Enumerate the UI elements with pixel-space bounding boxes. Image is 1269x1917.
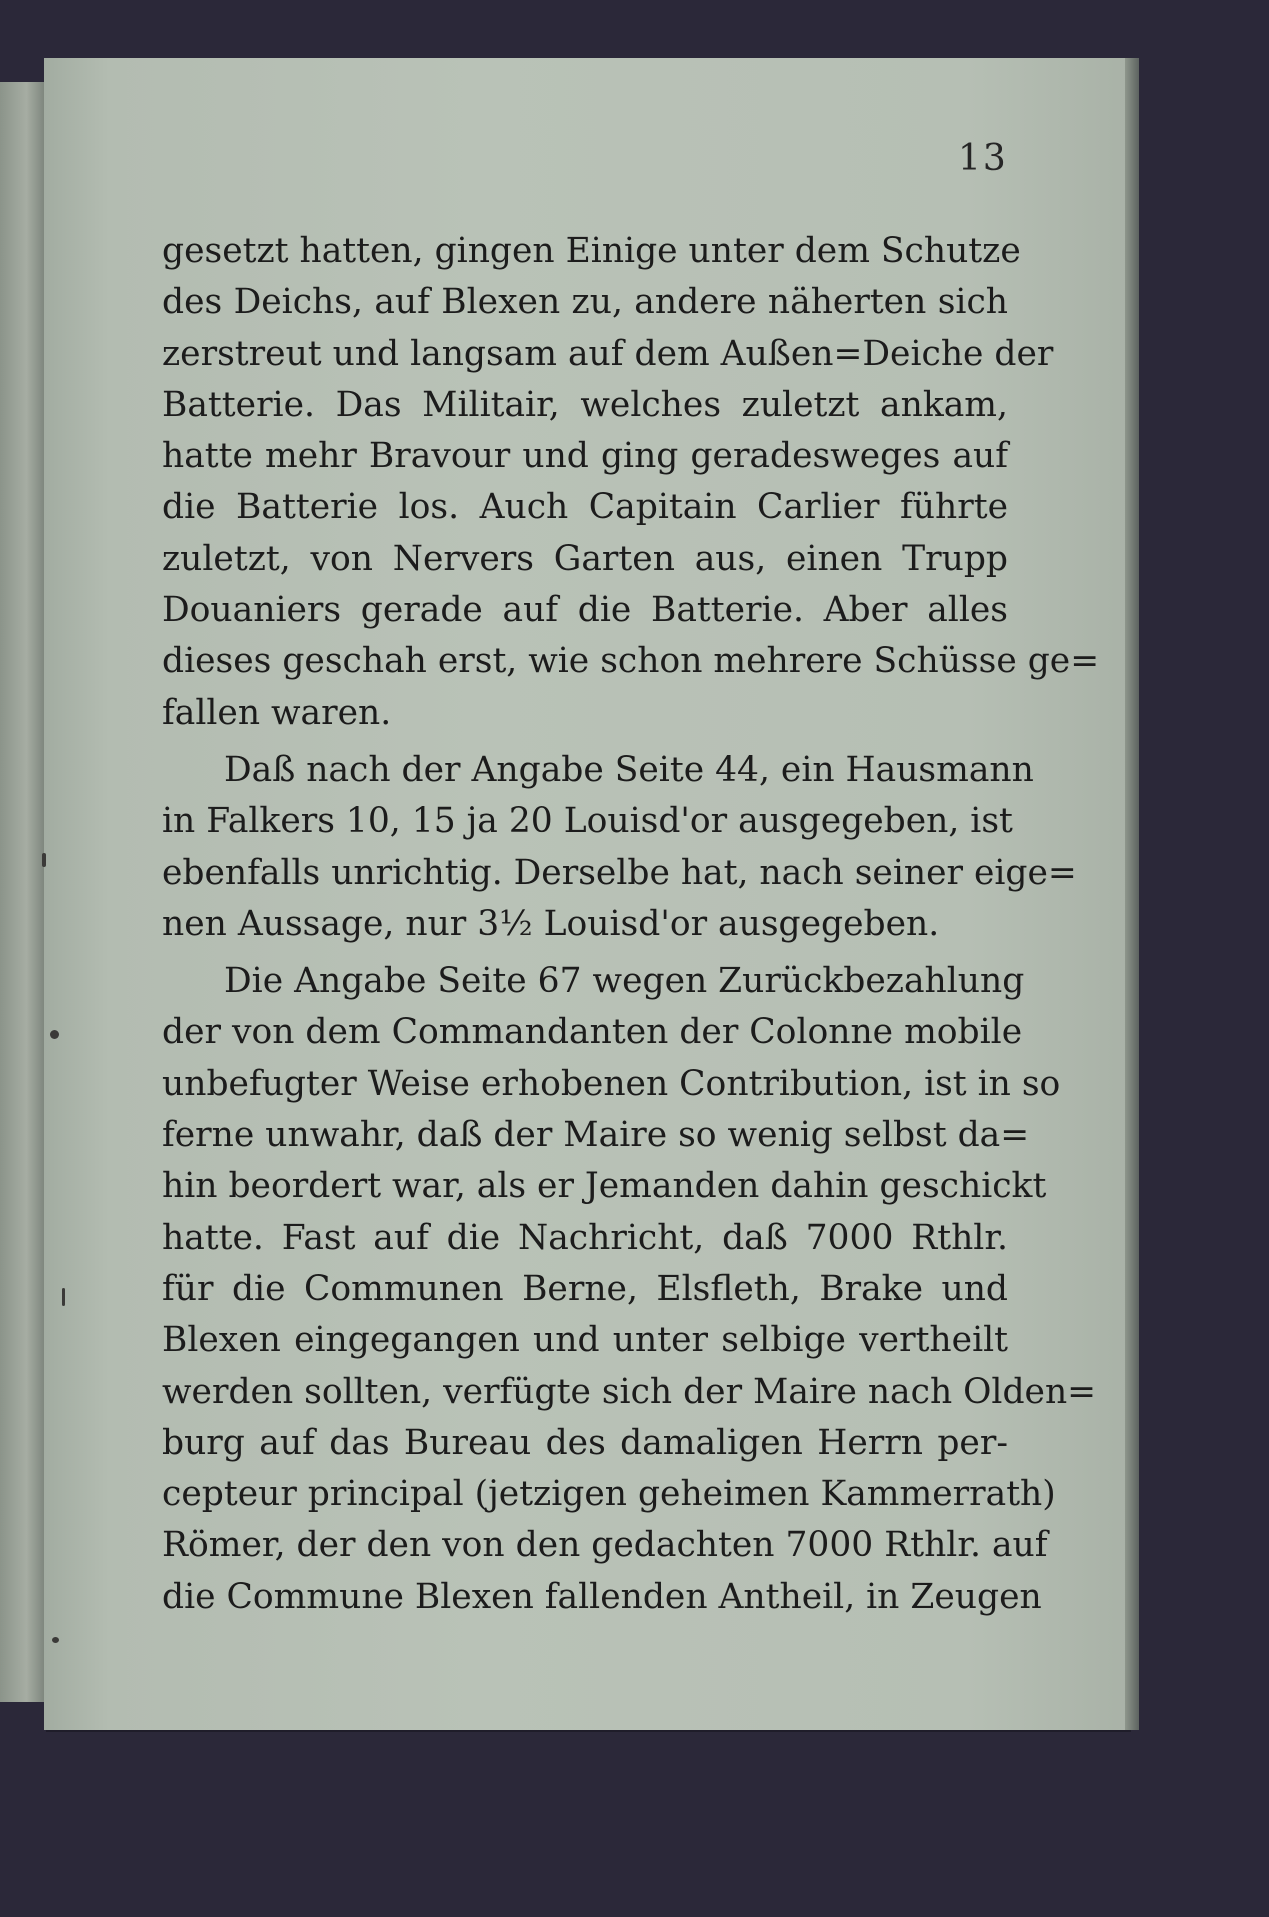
text-line: hin beordert war, als er Jemanden dahin geschickt [162, 1166, 1047, 1207]
text-line: gesetzt hatten, gingen Einige unter dem Schutze [162, 231, 1021, 271]
text-line: Batterie. Das Militair, welches zuletzt ankam, [162, 384, 1008, 425]
text-line: die Commune Blexen fallenden Antheil, in Zeugen [162, 1576, 1042, 1617]
text-line: dieses geschah erst, wie schon mehrere Schüsse ge= [162, 641, 1100, 682]
text-line: ferne unwahr, daß der Maire so wenig selbst da= [162, 1115, 1030, 1156]
text-line: Die Angabe Seite 67 wegen Zurückbezahlung [224, 961, 1025, 1002]
page-number: 13 [958, 138, 1008, 179]
text-line: cepteur principal (jetzigen geheimen Kammerrath) [162, 1474, 1056, 1515]
text-line: des Deichs, auf Blexen zu, andere näherten sich [162, 282, 1008, 323]
text-line: hatte. Fast auf die Nachricht, daß 7000 Rthlr. [162, 1217, 1008, 1258]
text-line: Daß nach der Angabe Seite 44, ein Hausmann [224, 749, 1034, 790]
paragraph-1 [162, 226, 1100, 739]
text-line: Römer, der den von den gedachten 7000 Rthlr. auf [162, 1525, 1048, 1566]
text-line: Blexen eingegangen und unter selbige vertheilt [162, 1320, 1008, 1361]
paragraph-3 [162, 956, 1097, 1623]
paragraph-2 [162, 745, 1077, 950]
text-line: hatte mehr Bravour und ging geradesweges auf [162, 436, 1008, 477]
text-line: fallen waren. [162, 692, 392, 733]
text-line: die Batterie los. Auch Capitain Carlier führte [162, 487, 1008, 528]
page-body-text [162, 226, 1100, 1623]
text-line: zuletzt, von Nervers Garten aus, einen Trupp [162, 538, 1008, 579]
text-line: der von dem Commandanten der Colonne mobile [162, 1012, 1023, 1053]
page-edge-shadow [1125, 58, 1139, 1730]
text-line: ebenfalls unrichtig. Derselbe hat, nach seiner eige= [162, 852, 1077, 893]
text-line: zerstreut und langsam auf dem Außen=Deiche der [162, 333, 1054, 374]
text-line: in Falkers 10, 15 ja 20 Louisd'or ausgegeben, ist [162, 801, 1013, 842]
text-line: unbefugter Weise erhobenen Contribution, ist in so [162, 1063, 1061, 1104]
text-line: werden sollten, verfügte sich der Maire nach Olden= [162, 1371, 1097, 1412]
facing-page-edge [0, 82, 44, 1702]
text-line: burg auf das Bureau des damaligen Herrn per- [162, 1422, 1008, 1463]
text-line: nen Aussage, nur 3½ Louisd'or ausgegeben. [162, 903, 940, 944]
text-line: für die Communen Berne, Elsfleth, Brake und [162, 1268, 1008, 1309]
text-line: Douaniers gerade auf die Batterie. Aber alles [162, 590, 1008, 631]
